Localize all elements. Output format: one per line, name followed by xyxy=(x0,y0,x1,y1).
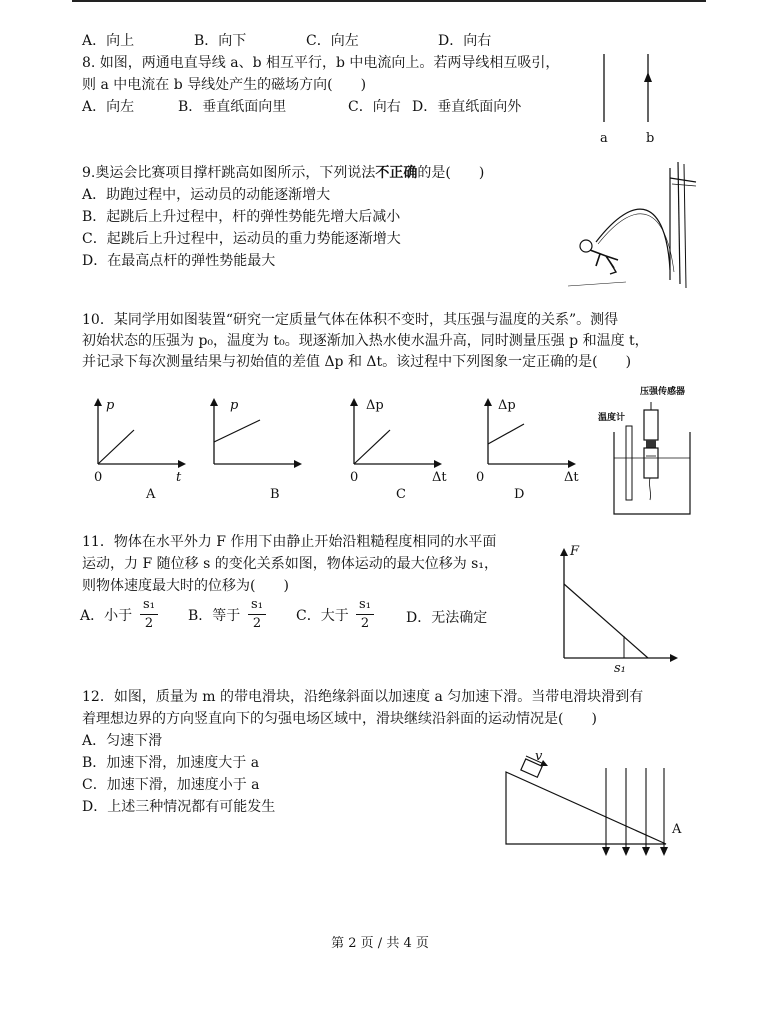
q10-graph-a xyxy=(88,394,188,484)
q10-graph-d xyxy=(478,394,578,484)
q12-option-c: C．加速下滑，加速度小于 a xyxy=(82,777,260,793)
q10-graph-d-xlabel: Δt xyxy=(564,470,579,485)
q7-option-c: C．向左 xyxy=(306,33,359,49)
q11-option-a: A．小于 xyxy=(80,608,133,624)
q10-stem-line2: 初始状态的压强为 p₀，温度为 t₀。现逐渐加入热水使水温升高，同时测量压强 p 和温度 t， xyxy=(82,333,649,349)
q8-wire-a-label: a xyxy=(600,131,608,146)
q12-stem-line2: 着理想边界的方向竖直向下的匀强电场区域中，滑块继续沿斜面的运动情况是( ) xyxy=(82,711,597,727)
q11-option-b-fraction: $\frac{\text{s₁}}{2}$ xyxy=(248,596,266,633)
q10-graph-c-letter: C xyxy=(396,487,406,502)
q10-graph-c-origin: 0 xyxy=(350,470,359,485)
q11-option-c-fraction: $\frac{\text{s₁}}{2}$ xyxy=(356,596,374,633)
q11-option-a-fraction: $\frac{\text{s₁}}{2}$ xyxy=(140,596,158,633)
q11-stem-line2: 运动，力 F 随位移 s 的变化关系如图，物体运动的最大位移为 s₁， xyxy=(82,556,498,572)
q9-stem: 9.奥运会比赛项目撑杆跳高如图所示，下列说法不正确的是( ) xyxy=(82,165,485,181)
q11-stem-line1: 11．物体在水平外力 F 作用下由静止开始沿粗糙程度相同的水平面 xyxy=(82,534,497,550)
q10-graph-a-xlabel: t xyxy=(176,470,182,485)
q9-option-d: D．在最高点杆的弹性势能最大 xyxy=(82,253,276,269)
q8-option-b: B．垂直纸面向里 xyxy=(178,99,287,115)
q8-stem-line2: 则 a 中电流在 b 导线处产生的磁场方向( ) xyxy=(82,77,367,93)
q10-graph-b xyxy=(204,394,304,484)
q12-option-a: A．匀速下滑 xyxy=(82,733,163,749)
q10-graph-a-letter: A xyxy=(146,487,156,502)
q10-graph-c-xlabel: Δt xyxy=(432,470,447,485)
q12-velocity-label: v xyxy=(535,749,543,764)
q11-graph-y-label: F xyxy=(570,544,580,559)
q12-option-b: B．加速下滑，加速度大于 a xyxy=(82,755,260,771)
q10-graph-b-ylabel: p xyxy=(230,398,239,413)
q9-pole-vault-picture xyxy=(566,160,706,292)
q12-stem-line1: 12．如图，质量为 m 的带电滑块，沿绝缘斜面以加速度 a 匀加速下滑。当带电滑块滑到有 xyxy=(82,689,644,705)
q11-option-b: B．等于 xyxy=(188,608,241,624)
q10-graph-c-ylabel: Δp xyxy=(366,398,384,413)
q12-point-a-label: A xyxy=(672,822,682,837)
thermometer-label: 温度计 xyxy=(598,413,626,423)
pressure-sensor-label: 压强传感器 xyxy=(640,387,686,397)
q10-graph-d-ylabel: Δp xyxy=(498,398,516,413)
q11-option-d: D．无法确定 xyxy=(406,610,488,626)
q10-graph-a-ylabel: p xyxy=(106,398,115,413)
q7-option-b: B．向下 xyxy=(194,33,247,49)
q12-incline-field-diagram xyxy=(500,748,680,860)
q8-option-d: D．垂直纸面向外 xyxy=(412,99,522,115)
q10-graph-d-letter: D xyxy=(514,487,525,502)
header-rule xyxy=(72,0,706,2)
q9-option-a: A．助跑过程中，运动员的动能逐渐增大 xyxy=(82,187,331,203)
page-number-footer: 第 2 页 / 共 4 页 xyxy=(331,936,429,951)
q10-stem-line1: 10．某同学用如图装置“研究一定质量气体在体积不变时，其压强与温度的关系”。测得 xyxy=(82,312,619,328)
gas-apparatus-diagram xyxy=(600,396,700,520)
q8-wire-b-label: b xyxy=(646,131,655,146)
q10-graph-a-origin: 0 xyxy=(94,470,103,485)
q11-option-c: C．大于 xyxy=(296,608,349,624)
q7-option-d: D．向右 xyxy=(438,33,492,49)
q10-graph-c xyxy=(344,394,444,484)
q9-option-c: C．起跳后上升过程中，运动员的重力势能逐渐增大 xyxy=(82,231,401,247)
q10-graph-b-letter: B xyxy=(270,487,280,502)
q9-stem-emphasis: 不正确 xyxy=(375,165,418,181)
q10-stem-line3: 并记录下每次测量结果与初始值的差值 Δp 和 Δt。该过程中下列图象一定正确的是( ) xyxy=(82,354,632,370)
q7-option-a: A．向上 xyxy=(82,33,135,49)
q9-option-b: B．起跳后上升过程中，杆的弹性势能先增大后减小 xyxy=(82,209,401,225)
q8-stem-line1: 8. 如图，两通电直导线 a、b 相互平行，b 中电流向上。若两导线相互吸引， xyxy=(82,55,560,71)
q11-stem-line3: 则物体速度最大时的位移为( ) xyxy=(82,578,289,594)
q10-graph-d-origin: 0 xyxy=(476,470,485,485)
q12-option-d: D．上述三种情况都有可能发生 xyxy=(82,799,276,815)
q8-option-a: A．向左 xyxy=(82,99,135,115)
q11-graph-x-label: s₁ xyxy=(614,661,626,676)
q8-option-c: C．向右 xyxy=(348,99,401,115)
